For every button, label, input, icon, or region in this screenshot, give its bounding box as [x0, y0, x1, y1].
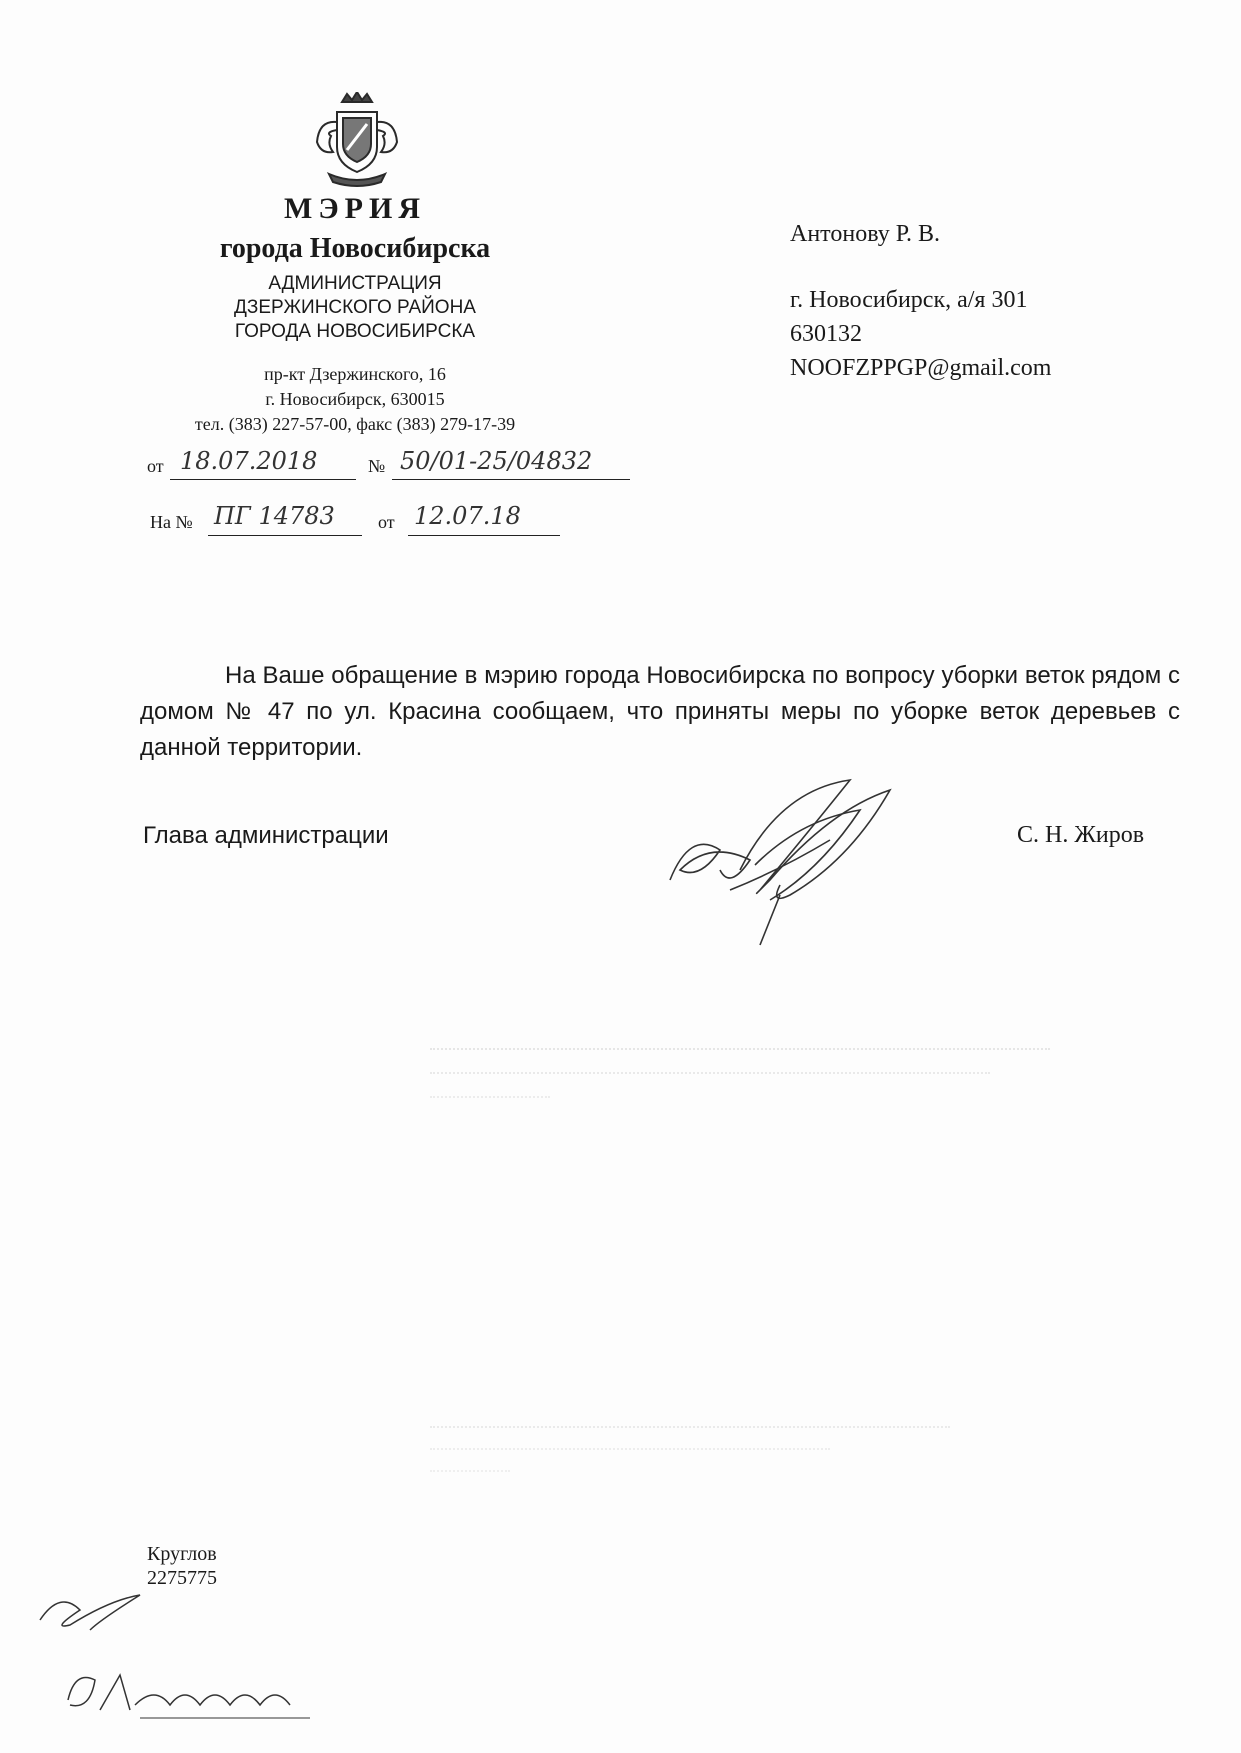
reply-number-underline — [208, 534, 362, 536]
signer-name: С. Н. Жиров — [1017, 822, 1145, 848]
reply-label: На № — [150, 512, 193, 532]
reg-number-label: № — [368, 456, 386, 476]
reg-date: 18.07.2018 — [180, 447, 318, 475]
addressee-address: г. Новосибирск, а/я 301 — [790, 287, 1028, 313]
reg-number-underline — [392, 478, 630, 480]
org-address-line1: пр-кт Дзержинского, 16 — [264, 364, 446, 384]
executor-name: Круглов — [147, 1543, 217, 1565]
reply-number: ПГ 14783 — [214, 502, 335, 530]
org-address-line2: г. Новосибирск, 630015 — [265, 389, 445, 409]
org-admin-line3: ГОРОДА НОВОСИБИРСКА — [234, 321, 476, 342]
bleed-through-text — [430, 1040, 1130, 1130]
initials-scribble — [30, 1580, 150, 1640]
addressee-name: Антонову Р. В. — [790, 221, 941, 247]
org-phone-line: тел. (383) 227-57-00, факс (383) 279-17-39 — [194, 414, 516, 434]
addressee-postcode: 630132 — [790, 321, 862, 347]
signer-role: Глава администрации — [143, 822, 389, 849]
coat-of-arms-icon — [307, 92, 407, 192]
reg-from-label: от — [147, 456, 164, 476]
reg-date-underline — [170, 478, 356, 480]
org-admin-line1: АДМИНИСТРАЦИЯ — [268, 273, 442, 294]
addressee-email: NOOFZPPGP@gmail.com — [790, 355, 1052, 381]
executor-phone: 2275775 — [147, 1567, 217, 1589]
bleed-through-text-lower — [430, 1420, 950, 1500]
org-city: города Новосибирска — [219, 233, 491, 264]
signature-scribble — [660, 770, 910, 950]
letter-body: На Ваше обращение в мэрию города Новосибирска по вопросу уборки веток рядом с домом № 47 по ул. Красина сообщаем, что приняты меры по уборке веток деревьев с данной территории. — [140, 662, 1180, 761]
reply-date: 12.07.18 — [414, 502, 521, 530]
org-title: МЭРИЯ — [284, 192, 426, 225]
reg-number: 50/01-25/04832 — [400, 447, 593, 475]
org-admin-line2: ДЗЕРЖИНСКОГО РАЙОНА — [234, 297, 476, 318]
reply-date-underline — [408, 534, 560, 536]
handwritten-note — [60, 1660, 320, 1730]
reply-from-label: от — [378, 512, 395, 532]
